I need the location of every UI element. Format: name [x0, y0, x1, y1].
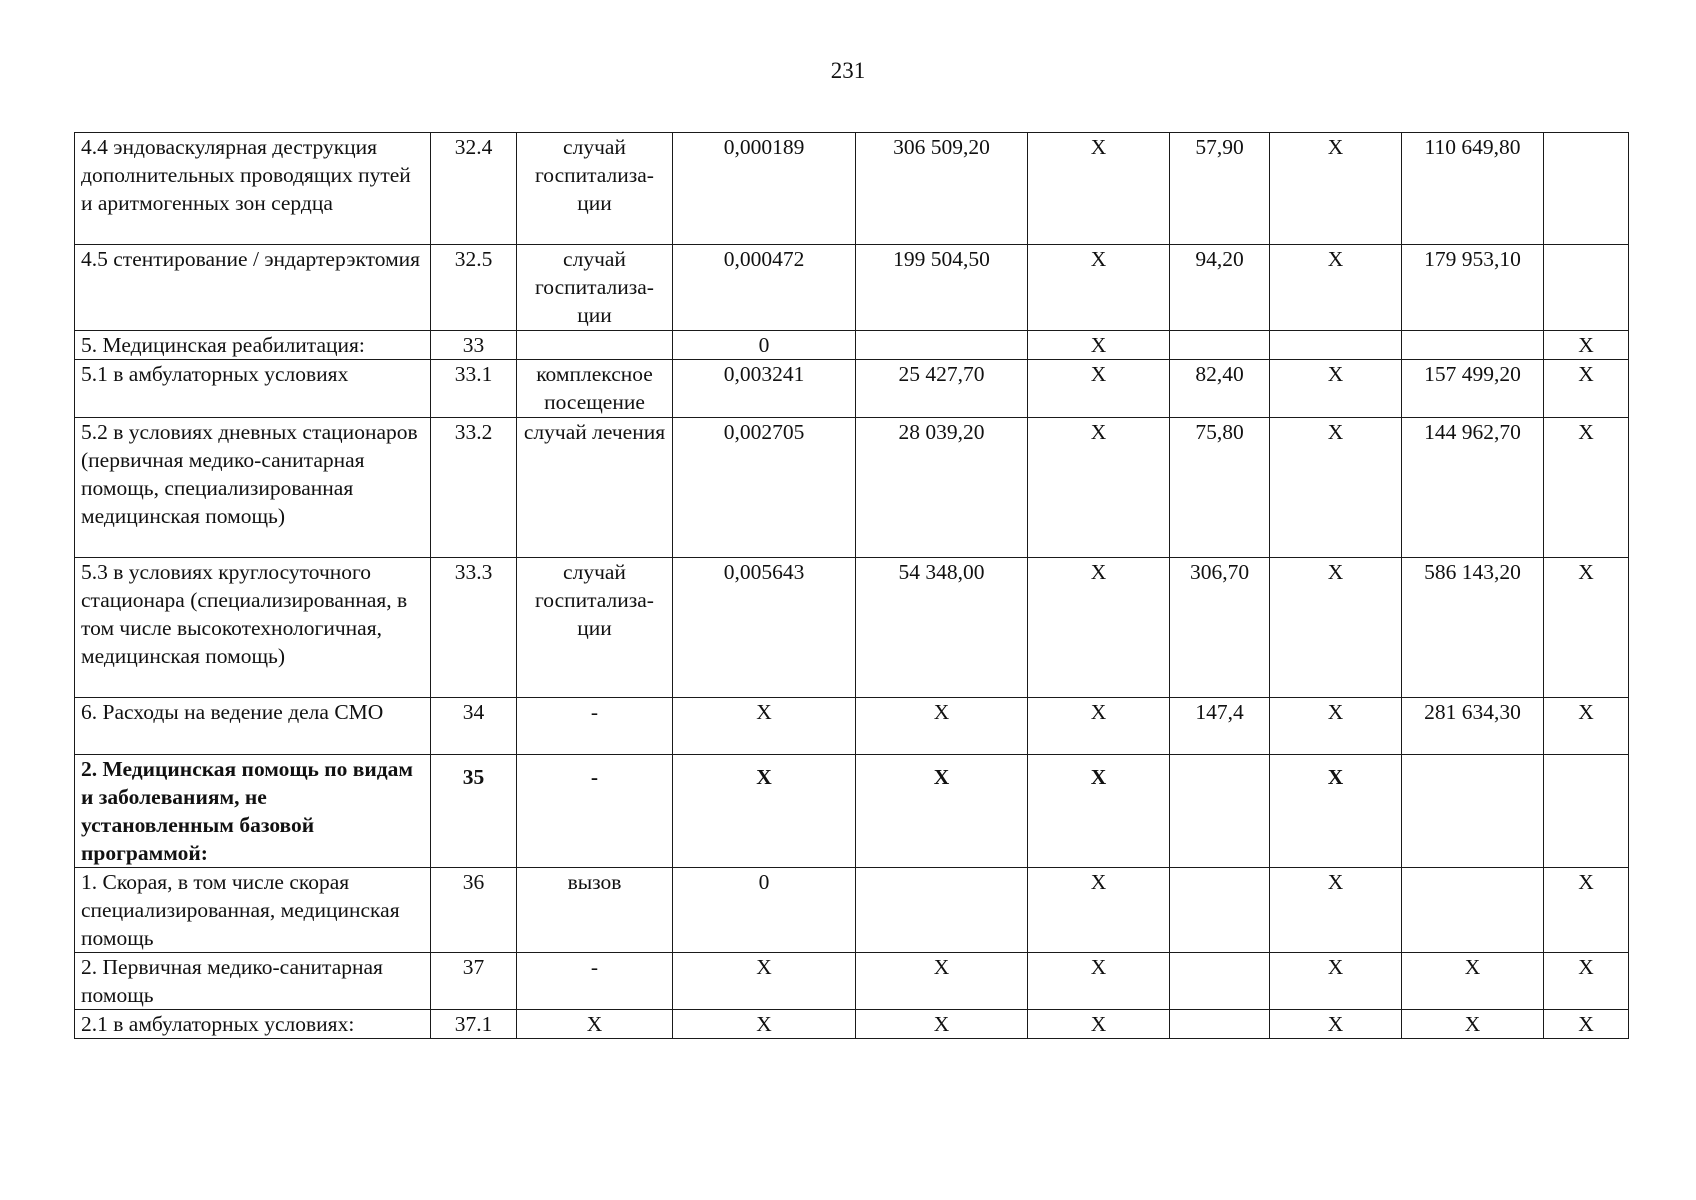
row-code: 32.5 [431, 245, 517, 331]
row-cell: X [1270, 868, 1402, 953]
row-cell: X [673, 1010, 856, 1039]
row-cell: 28 039,20 [856, 418, 1028, 558]
row-cell [856, 868, 1028, 953]
row-cell [1270, 331, 1402, 360]
table-row [75, 1010, 1629, 1039]
row-cell [1544, 133, 1629, 245]
row-cell: 25 427,70 [856, 360, 1028, 418]
row-name: 5.2 в условиях дневных стационаров (первичная медико-санитарная помощь, специализированная медицинская помощь) [75, 418, 431, 558]
row-cell: X [1028, 558, 1170, 698]
row-cell: X [1270, 133, 1402, 245]
row-cell: X [673, 755, 856, 868]
row-name: 2. Медицинская помощь по видам и заболеваниям, не установленным базовой программой: [75, 755, 431, 868]
row-unit [517, 331, 673, 360]
row-cell: 0,000189 [673, 133, 856, 245]
table-row [75, 698, 1629, 755]
row-name: 1. Скорая, в том числе скорая специализированная, медицинская помощь [75, 868, 431, 953]
row-unit: - [517, 698, 673, 755]
row-cell: 0,002705 [673, 418, 856, 558]
row-cell: X [1270, 698, 1402, 755]
row-cell: X [1544, 558, 1629, 698]
row-cell: 0,003241 [673, 360, 856, 418]
row-cell: X [1270, 245, 1402, 331]
row-code: 33.3 [431, 558, 517, 698]
row-code: 34 [431, 698, 517, 755]
row-name: 4.5 стентирование / эндартерэктомия [75, 245, 431, 331]
row-cell [1170, 755, 1270, 868]
row-cell: X [1544, 698, 1629, 755]
row-cell: X [1028, 133, 1170, 245]
row-cell: X [1544, 868, 1629, 953]
row-cell: X [1270, 755, 1402, 868]
row-cell: 144 962,70 [1402, 418, 1544, 558]
row-cell: 57,90 [1170, 133, 1270, 245]
row-cell: X [1028, 360, 1170, 418]
row-cell [1402, 868, 1544, 953]
table-row [75, 755, 1629, 868]
row-cell: 147,4 [1170, 698, 1270, 755]
page-number: 231 [830, 58, 866, 83]
row-unit: X [517, 1010, 673, 1039]
row-unit: - [517, 755, 673, 868]
row-cell: X [1270, 558, 1402, 698]
row-name: 6. Расходы на ведение дела СМО [75, 698, 431, 755]
row-cell: 0 [673, 868, 856, 953]
row-cell: X [1028, 245, 1170, 331]
row-code: 32.4 [431, 133, 517, 245]
row-cell: X [1028, 953, 1170, 1010]
row-cell: X [1028, 418, 1170, 558]
row-cell: X [1028, 331, 1170, 360]
table-row [75, 558, 1629, 698]
row-cell: X [1544, 1010, 1629, 1039]
row-code: 33 [431, 331, 517, 360]
row-cell: X [1544, 418, 1629, 558]
row-name: 5.3 в условиях круглосуточного стационара (специализированная, в том числе высокотехнологичная, медицинская помощь) [75, 558, 431, 698]
row-name: 2. Первичная медико-санитарная помощь [75, 953, 431, 1010]
row-code: 35 [431, 755, 517, 868]
row-cell [1170, 953, 1270, 1010]
row-cell [1544, 755, 1629, 868]
row-unit: случай госпитализа-ции [517, 558, 673, 698]
row-cell: X [856, 755, 1028, 868]
row-unit: случай госпитализа-ции [517, 245, 673, 331]
row-cell: X [856, 1010, 1028, 1039]
row-cell: X [1270, 1010, 1402, 1039]
row-cell: 75,80 [1170, 418, 1270, 558]
row-cell: 306 509,20 [856, 133, 1028, 245]
row-unit: случай госпитализа-ции [517, 133, 673, 245]
table-row [75, 868, 1629, 953]
row-cell: 54 348,00 [856, 558, 1028, 698]
row-unit: вызов [517, 868, 673, 953]
row-cell: X [673, 698, 856, 755]
row-cell: 306,70 [1170, 558, 1270, 698]
row-cell [1402, 755, 1544, 868]
row-cell: 94,20 [1170, 245, 1270, 331]
row-cell: X [856, 953, 1028, 1010]
row-code: 36 [431, 868, 517, 953]
row-cell: X [673, 953, 856, 1010]
row-cell [1544, 245, 1629, 331]
row-cell [1170, 331, 1270, 360]
table-row [75, 360, 1629, 418]
row-code: 37 [431, 953, 517, 1010]
row-cell: 157 499,20 [1402, 360, 1544, 418]
data-table [74, 132, 1629, 1039]
table-row [75, 245, 1629, 331]
row-unit: комплексное посещение [517, 360, 673, 418]
row-cell: X [1028, 698, 1170, 755]
row-cell: 110 649,80 [1402, 133, 1544, 245]
row-cell [856, 331, 1028, 360]
row-cell: X [1544, 953, 1629, 1010]
row-cell: 586 143,20 [1402, 558, 1544, 698]
row-unit: - [517, 953, 673, 1010]
row-cell: 0,000472 [673, 245, 856, 331]
row-name: 5. Медицинская реабилитация: [75, 331, 431, 360]
table-row [75, 331, 1629, 360]
row-cell [1170, 868, 1270, 953]
row-cell: X [1028, 868, 1170, 953]
row-cell: 179 953,10 [1402, 245, 1544, 331]
table-row [75, 953, 1629, 1010]
row-cell: 0 [673, 331, 856, 360]
row-code: 37.1 [431, 1010, 517, 1039]
row-cell: X [1270, 360, 1402, 418]
row-cell: X [1028, 755, 1170, 868]
row-code: 33.2 [431, 418, 517, 558]
row-cell: X [1544, 331, 1629, 360]
table-row [75, 418, 1629, 558]
row-cell: X [1402, 1010, 1544, 1039]
row-cell: 0,005643 [673, 558, 856, 698]
row-code: 33.1 [431, 360, 517, 418]
row-cell: X [1544, 360, 1629, 418]
row-cell: 199 504,50 [856, 245, 1028, 331]
row-cell [1402, 331, 1544, 360]
row-cell: X [1270, 418, 1402, 558]
row-cell: 281 634,30 [1402, 698, 1544, 755]
row-cell: 82,40 [1170, 360, 1270, 418]
row-name: 2.1 в амбулаторных условиях: [75, 1010, 431, 1039]
row-cell: X [1270, 953, 1402, 1010]
table-row [75, 133, 1629, 245]
row-cell [1170, 1010, 1270, 1039]
row-cell: X [1028, 1010, 1170, 1039]
row-name: 5.1 в амбулаторных условиях [75, 360, 431, 418]
row-name: 4.4 эндоваскулярная деструкция дополнительных проводящих путей и аритмогенных зон сердца [75, 133, 431, 245]
row-cell: X [1402, 953, 1544, 1010]
row-cell: X [856, 698, 1028, 755]
row-unit: случай лечения [517, 418, 673, 558]
